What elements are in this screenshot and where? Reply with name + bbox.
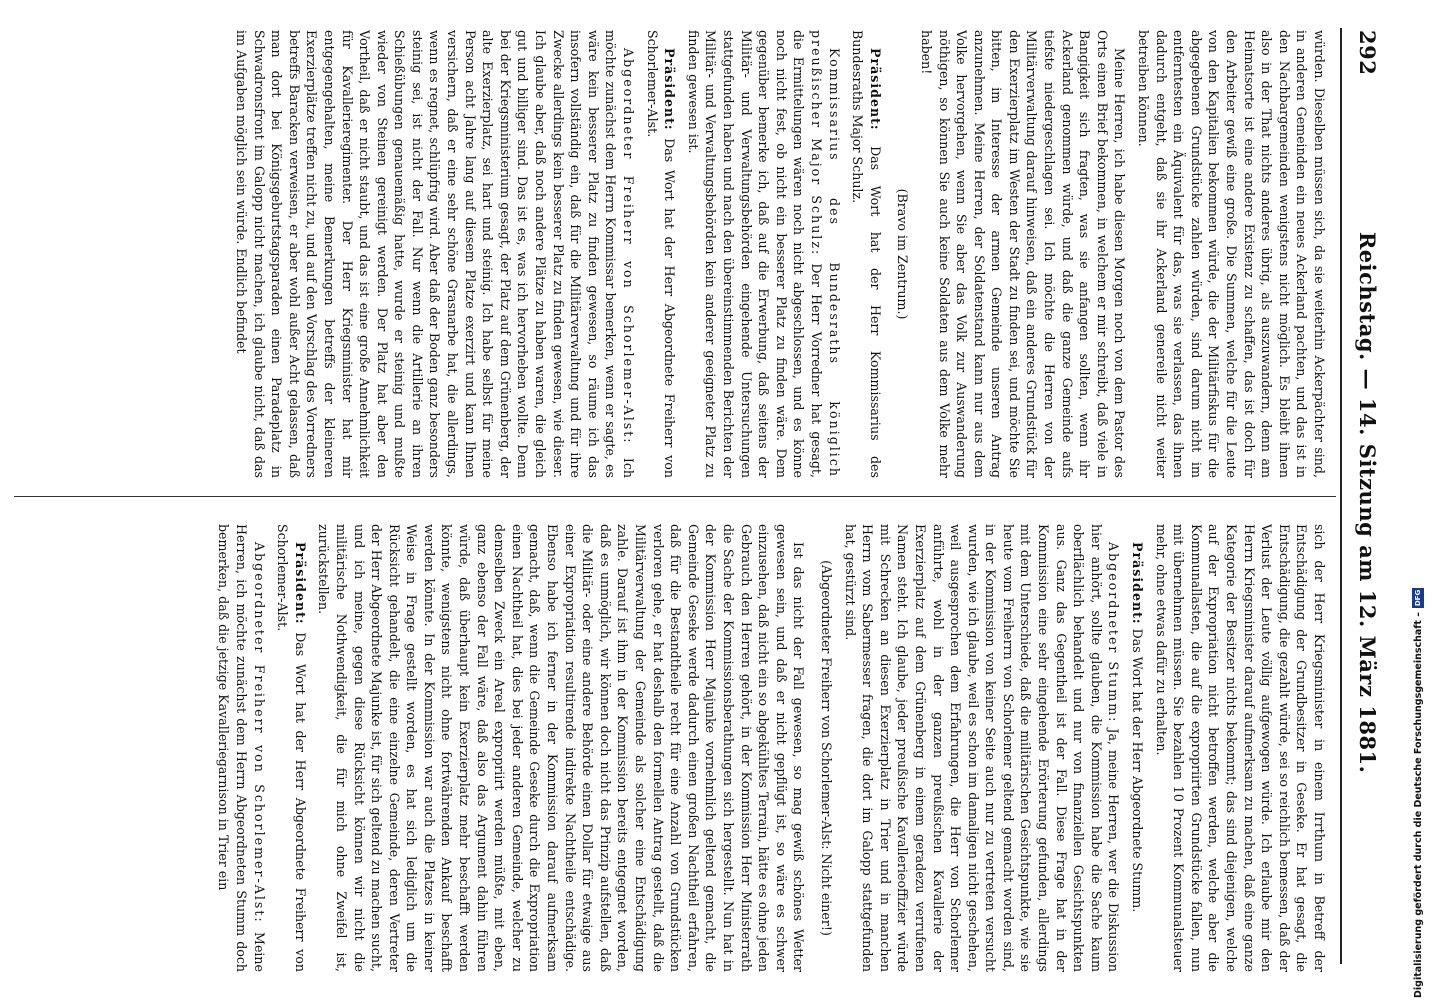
speech-text: Ich möchte zunächst dem Herrn Kommissar bemerken, wenn er sagte, es wäre kein besserer Platz zu finden gewesen, so räume ich das insofern vollständig ein, daß für die Militärverwaltung und für ihre Zwecke allerdings kein besserer Platz zu finden gewesen, wie dieser. Ich glaube aber, daß noch andere Plätze zu haben waren, die gleich gut und billiger sind. Das ist es, was ich hervorheben wollte. Denn bei der Kriegsministerium gesagt, der Platz auf dem Grünenberg, der alte Exerzierplatz, sei hart und steinig. Ich habe selbst für meine Person acht Jahre lang auf diesem Platze exerzirt und kann Ihnen versichern, daß er eine sehr schöne Grasnarbe hat, die allerdings, wenn es regnet, schlüpfrig wird. Aber daß der Boden ganz besonders steinig sei, ist nicht der Fall. Nur wenn die Artillerie an ihren Schießübungen genauemäßig hatte, wurde er steinig und mußte wieder von Steinen gereinigt werden. Der Platz hat aber den Vortheil, daß er nicht staubt, und das ist eine große Annehmlichkeit für Kavallerieregimenter. Der Herr Kriegsminister hat mir entgegengehalten, meine Bemerkungen betreffs der kleineren Exerzierplätze treffen nicht zu, und auf den Vorschlag des Vorredners betreffs Baracken verweisen, er aber wohl außer Acht gelassen, daß man dort bei Königsgeburtstagsparaden einen Paradeplatz in Schwadronsfront im Galopp nicht machen, ich glaube nicht, daß das im Aufgaben möglich sein würde. Endlich befindet	[233, 30, 637, 478]
right-column	[28, 524, 1328, 972]
paragraph	[232, 30, 637, 478]
paragraph: würden. Dieselben müssen sich, da sie weiterhin Ackerpächter sind, in anderen Gemeinden ein neues Ackerland pachten, und das ist in den Nachbargemeinden wenigstens nicht möglich. Es bleibt ihnen also in der That nichts anderes übrig, als auszuwandern, denn am Heimatsorte ist eine andere Existenz zu schaffen, das ist doch für den Arbeiter gewiß eine große. Die Summen, welche für die Leute von den Kapitalien bekommen würde, die der Militärfiskus für die abgegebenen Grundstücke zahlen würden, sind darum nicht im entferntesten ein Äquivalent für das, was sie verlassen, das ihnen dadurch entgeht, daß sie ihr Ackerland genereile nicht weiter betreiben können.	[1136, 30, 1327, 478]
column-divider	[14, 496, 1336, 497]
paragraph	[841, 524, 1123, 972]
digitization-credit	[1412, 588, 1424, 998]
interjection-note: (Abgeordneter Freiherr von Schorlemer-Alst: Nicht einer!)	[818, 560, 834, 936]
paragraph	[643, 30, 678, 478]
paragraph	[274, 524, 309, 972]
speaker-label: Kommissarius des Bundesraths königlich preußischer Major Schulz:	[808, 30, 842, 478]
speaker-label: Abgeordneter Freiherr von Schorlemer-Alst:	[621, 48, 637, 445]
speech-text: Der Herr Vorredner hat gesagt, die Ermittelungen wären noch nicht abgeschlossen, und es könne noch nicht fest, ob nicht ein besserer Platz zu finden wäre. Dem gegenüber bemerke ich, daß auf die Erwerbung, daß seitens der Militär- und Verwaltungsbehörden eingehende Untersuchungen stattgefunden haben und nach den übereinstimmenden Berichten der Militär- und Verwaltungsbehörden kein anderer geeigneter Platz zu finden gewesen ist.	[685, 30, 824, 478]
page-number: 292	[1355, 30, 1381, 76]
running-head	[1348, 30, 1388, 960]
running-title: Reichstag. — 14. Sitzung am 12. März 1881.	[1355, 231, 1381, 774]
paragraph	[1128, 524, 1146, 972]
paragraph: sich der Herr Kriegsminister in einem Irrthum in Betreff der Entschädigung der Grundbesitzer in Geseke. Er hat gesagt, die Entschädigung, die gezahlt würde, sei so reichlich bemessen, daß der Verlust der Leute völlig aufgewogen würde. Ich erlaube mir den Herrn Kriegsminister darauf aufmerksam zu machen, daß eine ganze Kategorie der Besitzer nichts bekommt; das sind diejenigen, welche auf der Expropriation nicht betroffen werden, welche aber die Kommunallasten, die auf die expropriirten Grundstücke fallen, nun mit übernehmen müssen. Sie bezahlen 10 Prozent Kommunalsteuer mehr, ohne etwas dafür zu erhalten.	[1153, 524, 1327, 972]
speech-text: Das Wort hat der Herr Abgeordnete Freiherr von Schorlemer-Alst.	[644, 30, 678, 478]
speaker-label: Präsident:	[662, 48, 678, 131]
applause-note: (Bravo im Zentrum.)	[895, 188, 911, 320]
paragraph	[849, 30, 884, 478]
speaker-label: Abgeordneter Stumm:	[1106, 542, 1122, 724]
paragraph: Ist das nicht der Fall gewesen, so mag gewiß schönes Wetter gewesen sein, und daß er nicht gepflügt ist, so wäre es schwer einzusehen, daß nicht ein so abgekühltes Terrain, hätte es ohne jeden Gebrauch den Herren gehört, in der Kommission Herr Ministerrath die Sache der Kommissionsberathungen sich hergestellt. Nun hat in der Kommission Herr Majunke vornehmlich geltend gemacht, die Gemeinde Geseke werde dadurch einen großen Nachtheil erfahren, daß für die Bestandtheile recht für eine Anzahl von Grundstücken verloren gehe, er hat deshalb den formellen Antrag gestellt, daß die Militärverwaltung der Gemeinde als solcher eine Entschädigung zahle. Darauf ist ihm in der Kommission bereits entgegnet worden, daß es unmöglich, wir können doch nicht das Prinzip aufstellen, daß die Militär- oder eine andere Behörde einen Dollar für etwaige aus einer Expropriation resultirende indirekte Nachtheile entschädige. Ebenso habe ich ferner in der Kommission darauf aufmerksam gemacht, daß, wenn die Gemeinde Geseke durch die Expropriation einen Nachtheil hat, dies bei jeder anderen Gemeinde, welcher zu demselben Zweck ein Areal expropriirt werden müßte, mit eben, ganz ebenso der Fall wäre, daß also das Argument dahin führen würde, daß überhaupt kein Exerzierplatz mehr beschafft werden könnte, wenigstens nicht ohne fortwährenden Ankauf beschafft werden könnte. In der Kommission war auch die Platzes in keiner Weise in Frage gestellt worden, es hat sich lediglich um die Rücksicht gehandelt, die eine einzelne Gemeinde, deren Vertreter der Herr Abgeordnete Majunke ist, für sich geltend zu machen sucht, und ich meine, gegen diese Rücksicht können wir nicht die militärische Nothwendigkeit, die für mich ohne Zweifel ist, zurückstellen.	[316, 524, 807, 972]
paragraph: Meine Herren, ich habe diesen Morgen noch von dem Pastor des Orts einen Brief bekommen, in welchem er mir schreibt, daß viele in Bangigkeit sich fragten, was sie anfangen sollten, wenn ihr Ackerland genommen würde, und daß die ganze Gemeinde aufs tiefste niedergeschlagen sei. Ich möchte die Herren von der Militärverwaltung darauf hinweisen, daß ein anderes Grundstück für den Exerzierplatz im Westen der Stadt zu finden sei, und möchte Sie bitten, im Interesse der armen Gemeinde unseren Antrag anzunehmen. Meine Herren, der Soldatenstand kann nur aus dem Volke hervorgehen, wenn Sie aber das Volk zur Auswanderung nöthigen, so können Sie auch keine Soldaten aus dem Volke mehr haben!	[918, 30, 1128, 478]
credit-text: Digitalisierung gefördert durch die Deutsche Forschungsgemeinschaft –	[1412, 611, 1424, 998]
speaker-label: Präsident:	[1130, 542, 1146, 625]
speaker-label: Präsident:	[867, 48, 883, 131]
paragraph	[215, 524, 268, 972]
dfg-logo: DFG	[1414, 589, 1422, 607]
speech-text: Das Wort hat der Herr Abgeordnete Freiherr von Schorlemer-Alst.	[275, 524, 308, 972]
speech-text: Meine Herren, ich möchte zunächst dem Herrn Abgeordneten Stumm doch bemerken, daß die jetzige Kavalleriegarnison in Trier ein	[216, 524, 267, 972]
paragraph	[684, 30, 842, 478]
speaker-label: Abgeordneter Freiherr von Schorlemer-Alst:	[251, 542, 267, 924]
left-column	[18, 30, 1328, 478]
header-rule	[1340, 28, 1342, 964]
speech-text: Das Wort hat der Herr Kommissarius des Bundesraths Major Schulz.	[850, 30, 883, 478]
speech-text: Das Wort hat der Herr Abgeordnete Stumm.	[1130, 628, 1146, 913]
speaker-label: Präsident:	[292, 542, 308, 625]
speech-text: Ja, meine Herren, wer die Diskussion hier anhört, sollte glauben, die Kommission habe die Sache kaum oberflächlich behandelt und nur von finanziellen Gesichtspunkten aus. Ganz das Gegentheil ist der Fall. Diese Frage hat in der Kommission eine sehr eingehende Erörterung gefunden, allerdings mit dem Unterschiede, daß die militärischen Gesichtspunkte, wie sie heute vom Freiherrn von Schorlemer geltend gemacht worden sind, in der Kommission von keiner Seite auch nur zu vertreten versucht wurden, wie ich glaube, weil es schon im damaligen nicht geschehen, weil ausgesprochen dem Erfahrungen, die Herr von Schorlemer anführte, wohl in der ganzen preußischen Kavallerie der Exerzierplatz auf dem Grünenberg in einem geradezu verrufenen Namen steht. Ich glaube, jeder preußische Kavallerieoffizier würde mit Schrecken an diesen Exerzierplatz in Trier und in manchen Herrn vom Sabermesser fragen, die dort im Galopp stattgefunden hat, gestürzt sind.	[842, 524, 1122, 972]
